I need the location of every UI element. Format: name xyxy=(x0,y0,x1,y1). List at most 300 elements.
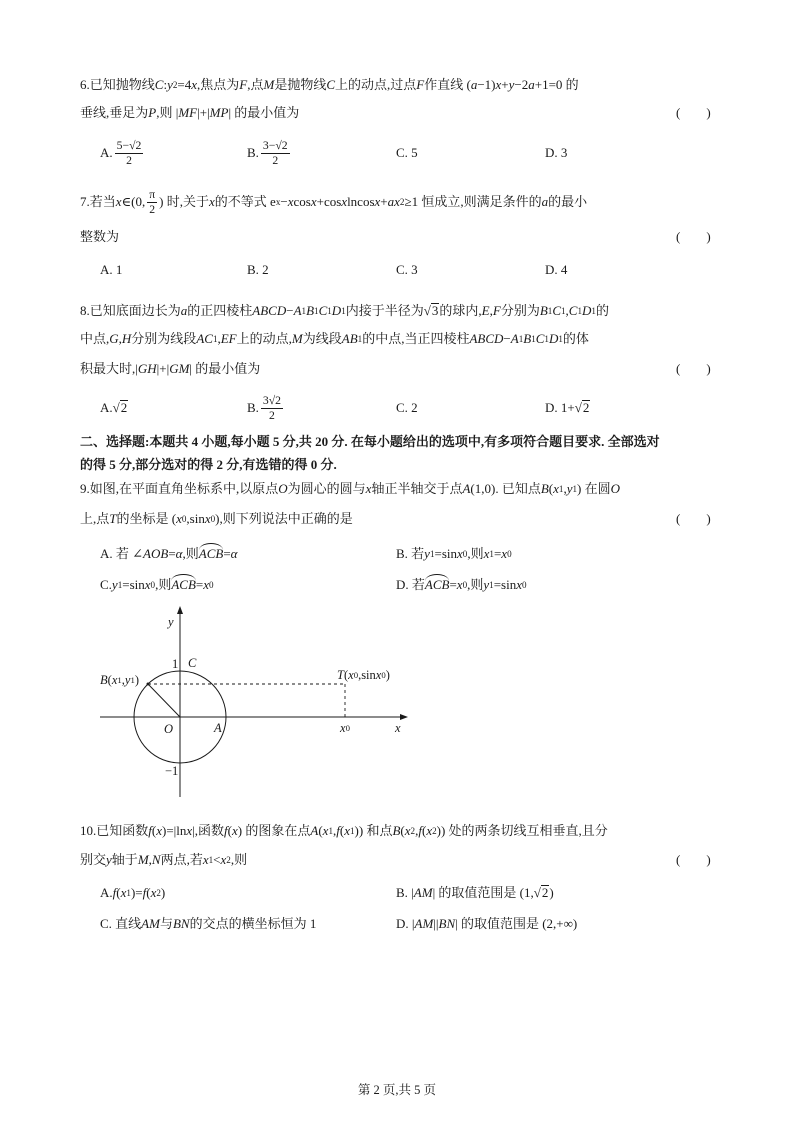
math-variable: f xyxy=(142,885,147,900)
math-variable: x xyxy=(150,885,157,900)
text-run: − xyxy=(286,303,294,318)
math-variable: x xyxy=(341,194,348,209)
text-run: 9.如图,在平面直角坐标系中,以原点 xyxy=(80,481,279,496)
math-variable: a xyxy=(528,77,535,92)
math-variable: x xyxy=(516,577,523,592)
fig-label-x xyxy=(395,720,401,736)
text-run: 10.已知函数 xyxy=(80,823,149,838)
text-run: |+| xyxy=(197,105,210,120)
denominator: 2 xyxy=(149,202,156,216)
math-variable: f xyxy=(418,823,422,838)
text-run: −1 xyxy=(165,764,179,778)
page-footer: 第 2 页,共 5 页 xyxy=(357,1083,437,1097)
radius-ob xyxy=(148,684,180,717)
text-run: ,则 xyxy=(467,546,484,561)
text-run: 整数为 xyxy=(80,229,120,244)
text-run: , xyxy=(121,673,125,687)
text-run: : xyxy=(163,77,168,92)
section-2-instructions-line-2 xyxy=(80,456,337,474)
text-run: 上的动点,过点 xyxy=(335,77,417,92)
fig-label-b: B ( x 1 , y 1 ) xyxy=(100,673,139,687)
text-run: D. 3 xyxy=(545,145,568,160)
text-run: || xyxy=(433,916,439,931)
math-variable: O xyxy=(164,722,174,736)
math-variable: D xyxy=(582,303,592,318)
text-run: ( xyxy=(339,823,345,838)
text-run: 1 xyxy=(172,657,179,671)
math-variable: y xyxy=(111,577,118,592)
text-run: 分别为线段 xyxy=(131,331,197,346)
text-run: , xyxy=(565,303,569,318)
math-variable: x xyxy=(204,511,211,526)
q8-line-2: 中点, G , H 分别为线段 AC 1 , EF 上的动点, M 为线段 AB 1 的中点,当正四棱柱 ABCD − A 1 B 1 C 1 D 1 的体 xyxy=(80,331,589,346)
q7-line-2 xyxy=(80,228,119,246)
radicand: √ 3 xyxy=(431,303,439,318)
math-variable: C xyxy=(188,656,197,670)
text-run: ) xyxy=(385,668,390,682)
text-run: A. xyxy=(100,400,113,415)
text-run: 中点, xyxy=(80,331,110,346)
text-run: lncos xyxy=(347,194,375,209)
math-variable: x xyxy=(495,77,502,92)
math-variable: y xyxy=(124,673,131,687)
math-variable: B xyxy=(539,303,548,318)
math-variable: D xyxy=(548,331,559,346)
text-run: 的体 xyxy=(562,331,589,346)
q10-answer-bracket: ( ) xyxy=(676,852,711,867)
arc-notation: ACB xyxy=(424,577,450,592)
math-variable: M xyxy=(291,331,303,346)
math-variable: A xyxy=(310,823,319,838)
square-root xyxy=(534,884,550,902)
text-run: =sin xyxy=(122,577,145,592)
denominator: 2 xyxy=(269,408,275,422)
text-run: 为圆心的圆与 xyxy=(287,481,366,496)
math-variable: O xyxy=(610,481,621,496)
math-variable: ABCD xyxy=(469,331,504,346)
text-run: ,则 xyxy=(467,577,484,592)
text-run: ( xyxy=(421,823,427,838)
text-run: C. 2 xyxy=(396,400,418,415)
arc-notation: ACB xyxy=(171,577,196,592)
q8-option-d xyxy=(545,390,590,426)
math-variable: x xyxy=(186,823,193,838)
fig-label-t: T ( x 0 ,sin x 0 ) xyxy=(337,668,390,682)
q7-option-b xyxy=(247,261,269,279)
q7-option-a xyxy=(100,261,122,279)
text-run: ( xyxy=(116,885,121,900)
math-variable: y xyxy=(483,577,490,592)
point-b xyxy=(147,683,150,686)
text-run: D. | xyxy=(396,916,415,931)
text-run: 垂线,垂足为 xyxy=(80,105,149,120)
text-run: C. 3 xyxy=(396,262,418,277)
math-variable: C xyxy=(568,303,578,318)
math-variable: x xyxy=(426,823,433,838)
fig-label-minus-one xyxy=(165,763,178,779)
q7-option-c xyxy=(396,261,418,279)
q8-line-1: 8.已知底面边长为 a 的正四棱柱 ABCD − A 1 B 1 C 1 D 1 内接于半径为 √ 3 的球内, E , F 分别为 B 1 C 1 , C 1 D 1 的 xyxy=(80,302,609,320)
text-run: , xyxy=(415,823,419,838)
math-variable: G xyxy=(109,331,119,346)
text-run: 轴于 xyxy=(111,852,138,867)
text-run: ,点 xyxy=(247,77,264,92)
math-variable: BN xyxy=(172,916,190,931)
q8-option-c xyxy=(396,390,418,426)
text-run: + xyxy=(380,194,388,209)
text-run: B. 2 xyxy=(247,262,269,277)
text-run: − xyxy=(280,194,288,209)
text-run: 的中点,当正四棱柱 xyxy=(362,331,470,346)
text-run: 的正四棱柱 xyxy=(187,303,253,318)
text-run: C. 直线 xyxy=(100,916,142,931)
fraction xyxy=(261,394,283,423)
text-run: ) xyxy=(549,885,554,900)
denominator: 2 xyxy=(272,153,279,167)
fraction xyxy=(115,139,144,168)
math-variable: x xyxy=(111,673,118,687)
math-variable: B xyxy=(392,823,401,838)
math-variable: x xyxy=(322,823,329,838)
text-run: |,函数 xyxy=(192,823,225,838)
math-variable: P xyxy=(148,105,157,120)
text-run: 分别为 xyxy=(500,303,540,318)
math-variable: x xyxy=(156,823,163,838)
q10-option-a: A. f ( x 1 )= f ( x 2 ) xyxy=(100,885,166,900)
text-run: C. xyxy=(100,577,112,592)
text-run: 作直线 ( xyxy=(424,77,471,92)
text-run: ,则 xyxy=(182,546,199,561)
text-run: = xyxy=(168,546,176,561)
section-2-instructions-line-1 xyxy=(80,433,660,451)
fig-label-x0: x 0 xyxy=(340,721,350,735)
math-variable: C xyxy=(326,77,336,92)
text-run: 上,点 xyxy=(80,511,110,526)
math-variable: H xyxy=(121,331,132,346)
math-variable: E xyxy=(481,303,490,318)
math-variable: y xyxy=(566,481,573,496)
math-variable: EF xyxy=(220,331,237,346)
text-run: ,sin xyxy=(358,668,376,682)
math-variable: a xyxy=(180,303,188,318)
text-run: 的不等式 e xyxy=(214,194,276,209)
q10-line-1: 10.已知函数 f ( x )=|ln x |,函数 f ( x ) 的图象在点 A ( x 1 , f ( x 1 )) 和点 B ( x 2 , f ( x 2 )) 处的两条切线互相垂直,且分 xyxy=(80,823,608,838)
q10-option-b xyxy=(396,884,554,902)
math-variable: GH xyxy=(137,361,157,376)
text-run: 为线段 xyxy=(302,331,342,346)
unit-circle-figure xyxy=(90,600,420,810)
q6-option-c xyxy=(396,135,418,171)
math-variable: A xyxy=(510,331,519,346)
math-variable: AOB xyxy=(143,546,169,561)
text-run: ≥1 恒成立,则满足条件的 xyxy=(404,194,542,209)
text-run: < xyxy=(213,852,221,867)
math-variable: f xyxy=(112,885,117,900)
q6-option-a xyxy=(100,135,145,171)
math-variable: C xyxy=(318,303,328,318)
math-variable: N xyxy=(151,852,161,867)
text-run: 二、选择题:本题共 4 小题,每小题 5 分,共 20 分. 在每小题给出的选项中,有多项符合题目要求. 全部选对 xyxy=(80,434,660,449)
numerator: π xyxy=(149,187,156,201)
math-variable: x xyxy=(287,194,294,209)
q6-answer-bracket: ( ) xyxy=(676,105,711,120)
text-run: ,则 | xyxy=(156,105,179,120)
text-run: ) 时,关于 xyxy=(159,194,209,209)
text-run: , xyxy=(563,481,567,496)
text-run: A. 1 xyxy=(100,262,123,277)
math-variable: D xyxy=(331,303,342,318)
q8-answer-bracket: ( ) xyxy=(676,361,711,376)
math-variable: B xyxy=(540,481,549,496)
text-run: + xyxy=(501,77,509,92)
text-run: )) 处的两条切线互相垂直,且分 xyxy=(436,823,608,838)
text-run: = xyxy=(195,577,204,592)
math-variable: x xyxy=(176,511,182,526)
math-variable: α xyxy=(175,546,183,561)
text-run: , xyxy=(489,303,493,318)
math-variable: x xyxy=(456,577,463,592)
q6-line-2 xyxy=(80,104,299,122)
text-run: 轴正半轴交于点 xyxy=(371,481,463,496)
y-axis-arrow xyxy=(177,606,183,614)
math-variable: x xyxy=(395,721,401,735)
math-variable: x xyxy=(340,721,346,735)
text-run: (1,0). 已知点 xyxy=(470,481,541,496)
math-variable: x xyxy=(310,194,317,209)
math-variable: x xyxy=(344,823,350,838)
text-run: =4 xyxy=(177,77,192,92)
q6-option-d xyxy=(545,135,567,171)
math-variable: F xyxy=(416,77,425,92)
text-run: A. 若 ∠ xyxy=(100,546,144,561)
text-run: = xyxy=(493,546,502,561)
text-run: A. xyxy=(100,145,113,160)
text-run: − xyxy=(503,331,511,346)
math-variable: x xyxy=(209,194,215,209)
text-run: ( xyxy=(318,823,323,838)
fraction xyxy=(261,139,290,168)
text-run: 7.若当 xyxy=(80,194,116,209)
q10-line-2: 别交 y 轴于 M , N 两点,若 x 1 < x 2 ,则 xyxy=(80,852,248,867)
text-run: B. 若 xyxy=(396,546,425,561)
q6-line-1: 6.已知抛物线 C : y 2 =4 x ,焦点为 F ,点 M 是抛物线 C 上的动点,过点 F 作直线 ( a −1) x + y −2 a +1=0 的 xyxy=(80,77,579,92)
text-run: D. 4 xyxy=(545,262,568,277)
math-variable: B xyxy=(306,303,315,318)
math-variable: f xyxy=(224,823,228,838)
text-run: ,焦点为 xyxy=(197,77,240,92)
math-variable: AM xyxy=(141,916,160,931)
text-run: )=|ln xyxy=(162,823,187,838)
math-variable: C xyxy=(552,303,561,318)
math-variable: y xyxy=(106,852,112,867)
text-run: , xyxy=(118,331,122,346)
text-run: −2 xyxy=(514,77,529,92)
math-variable: BN xyxy=(438,916,456,931)
text-run: B. | xyxy=(396,885,414,900)
q9-line-1: 9.如图,在平面直角坐标系中,以原点 O 为圆心的圆与 x 轴正半轴交于点 A (1,0). 已知点 B ( x 1 , y 1 ) 在圆 O xyxy=(80,481,621,496)
text-run: 内接于半径为 xyxy=(345,303,424,318)
text-run: ( xyxy=(146,885,151,900)
math-variable: O xyxy=(278,481,288,496)
text-run: ,sin xyxy=(186,511,205,526)
text-run: 积最大时,| xyxy=(80,361,138,376)
q7-line-1: 7.若当 x ∈(0, $\frac{\pi}{2}$ ) 时,关于 x 的不等式 e x − x cos x +cos x lncos x + ax 2 ≥1 恒成立,则满足条件的 a 的最小 xyxy=(80,187,588,216)
q9-answer-bracket: ( ) xyxy=(676,511,711,526)
math-variable: y xyxy=(508,77,515,92)
text-run: −1) xyxy=(477,77,496,92)
text-run: ) 在圆 xyxy=(577,481,611,496)
text-run: ( xyxy=(548,481,554,496)
math-variable: AM xyxy=(413,885,433,900)
math-variable: x xyxy=(203,577,210,592)
text-run: 上的动点, xyxy=(236,331,292,346)
math-variable: x xyxy=(202,852,209,867)
text-run: )) 和点 xyxy=(354,823,393,838)
text-run: , xyxy=(148,852,152,867)
q8-line-3 xyxy=(80,360,260,378)
math-variable: F xyxy=(492,303,501,318)
text-run: +1=0 的 xyxy=(534,77,579,92)
text-run: B. xyxy=(247,400,259,415)
math-variable: AM xyxy=(414,916,434,931)
math-variable: y xyxy=(167,77,173,92)
text-run: cos xyxy=(293,194,311,209)
text-run: , xyxy=(333,823,337,838)
text-run: =sin xyxy=(493,577,517,592)
math-variable: x xyxy=(191,77,198,92)
math-variable: M xyxy=(137,852,149,867)
text-run: ( xyxy=(400,823,405,838)
math-variable: x xyxy=(115,194,122,209)
math-variable: C xyxy=(535,331,545,346)
square-root xyxy=(575,399,591,417)
text-run: ),则下列说法中正确的是 xyxy=(215,511,353,526)
math-variable: A xyxy=(462,481,471,496)
math-variable: x xyxy=(120,885,127,900)
q9-line-2: 上,点 T 的坐标是 ( x 0 ,sin x 0 ),则下列说法中正确的是 xyxy=(80,511,353,526)
math-variable: x xyxy=(457,546,463,561)
text-run: 6.已知抛物线 xyxy=(80,77,155,92)
text-run: 两点,若 xyxy=(160,852,203,867)
fig-label-a xyxy=(214,720,222,736)
q10-option-d xyxy=(396,915,577,933)
text-run: = xyxy=(449,577,457,592)
math-variable: AB xyxy=(341,331,358,346)
math-variable: x xyxy=(232,823,238,838)
x-axis-arrow xyxy=(400,714,408,720)
text-run: D. 1+ xyxy=(545,400,575,415)
text-run: | 的取值范围是 (1, xyxy=(432,885,534,900)
math-variable: y xyxy=(424,546,430,561)
text-run: 别交 xyxy=(80,852,107,867)
text-run: ( xyxy=(227,823,232,838)
radicand: √ 2 xyxy=(582,400,590,415)
math-variable: B xyxy=(523,331,532,346)
text-run: 的 xyxy=(595,303,609,318)
math-variable: MP xyxy=(209,105,229,120)
q7-option-d xyxy=(545,261,567,279)
math-variable: x xyxy=(374,194,381,209)
text-run: 的球内, xyxy=(439,303,482,318)
square-root xyxy=(424,302,440,320)
q8-option-b xyxy=(247,390,285,426)
math-variable: f xyxy=(336,823,340,838)
text-run: D. 若 xyxy=(396,577,425,592)
numerator: 5−√2 xyxy=(116,138,142,152)
numerator: 3√2 xyxy=(262,393,282,407)
q9-option-a xyxy=(100,545,237,563)
math-variable: x xyxy=(375,668,382,682)
text-run: =sin xyxy=(434,546,458,561)
numerator: 3−√2 xyxy=(262,138,288,152)
math-variable: ax xyxy=(387,194,400,209)
text-run: = xyxy=(223,546,231,561)
math-variable: x xyxy=(501,546,508,561)
text-run: 的坐标是 ( xyxy=(116,511,177,526)
text-run: 的得 5 分,部分选对的得 2 分,有选错的得 0 分. xyxy=(80,457,337,472)
q10-option-c xyxy=(100,915,316,933)
text-run: ) xyxy=(134,673,139,687)
math-variable: C xyxy=(154,77,164,92)
math-variable: x xyxy=(348,668,354,682)
text-run: )= xyxy=(130,885,143,900)
text-run: | 的最小值为 xyxy=(189,361,261,376)
q9-option-d: D. 若 ACB = x 0 ,则 y 1 =sin x 0 xyxy=(396,577,527,592)
text-run: |+| xyxy=(156,361,170,376)
math-variable: MF xyxy=(178,105,198,120)
radicand: √ 2 xyxy=(541,885,549,900)
text-run: ( xyxy=(107,673,112,687)
text-run: ∈(0, xyxy=(121,194,146,209)
q8-option-a xyxy=(100,390,128,426)
text-run: ,则 xyxy=(230,852,248,867)
text-run: , xyxy=(217,331,221,346)
math-variable: x xyxy=(483,546,490,561)
text-run: B. xyxy=(247,145,259,160)
text-run: | 的取值范围是 (2,+∞) xyxy=(455,916,578,931)
q7-answer-bracket: ( ) xyxy=(676,229,711,244)
fig-label-c xyxy=(188,655,196,671)
fraction xyxy=(147,188,157,217)
math-variable: B xyxy=(100,673,108,687)
text-run: 的交点的横坐标恒为 1 xyxy=(189,916,317,931)
math-variable: A xyxy=(293,303,302,318)
fig-label-y xyxy=(168,614,174,630)
text-run: C. 5 xyxy=(396,145,418,160)
text-run: ( xyxy=(343,668,349,682)
arc-notation: ACB xyxy=(198,546,224,561)
math-variable: F xyxy=(239,77,248,92)
math-variable: α xyxy=(230,546,238,561)
text-run: 的最小 xyxy=(548,194,588,209)
q6-option-b xyxy=(247,135,292,171)
math-variable: A xyxy=(214,721,222,735)
text-run: ,则 xyxy=(155,577,172,592)
math-variable: x xyxy=(220,852,227,867)
q9-option-b: B. 若 y 1 =sin x 0 ,则 x 1 = x 0 xyxy=(396,546,512,561)
math-variable: y xyxy=(168,615,174,629)
fig-label-o xyxy=(164,721,173,737)
math-variable: ABCD xyxy=(252,303,287,318)
text-run: ( xyxy=(151,823,157,838)
math-variable: f xyxy=(148,823,152,838)
math-variable: a xyxy=(541,194,549,209)
math-variable: x xyxy=(144,577,151,592)
text-run: A. xyxy=(100,885,113,900)
denominator: 2 xyxy=(126,153,132,167)
math-variable: T xyxy=(109,511,117,526)
text-run: ) xyxy=(160,885,166,900)
